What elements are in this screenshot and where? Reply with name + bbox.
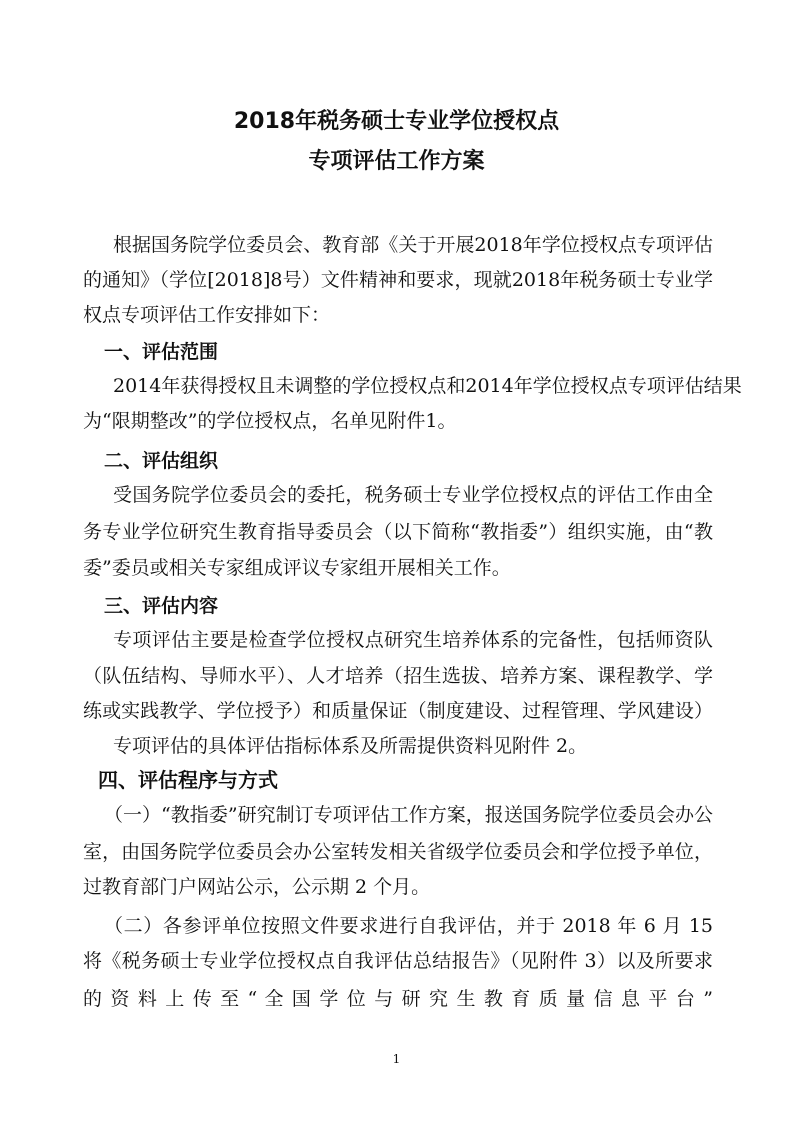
paragraph-line: 专项评估主要是检查学位授权点研究生培养体系的完备性，包括师资队 <box>113 629 713 651</box>
section-heading: 四、评估程序与方式 <box>98 768 278 792</box>
section-heading: 二、评估组织 <box>104 450 219 472</box>
paragraph-line: 权点专项评估工作安排如下： <box>83 304 331 326</box>
page-number: 1 <box>392 1052 401 1066</box>
paragraph-line: 根据国务院学位委员会、教育部《关于开展2018年学位授权点专项评估 <box>113 234 713 256</box>
paragraph-line: （一）“教指委”研究制订专项评估工作方案，报送国务院学位委员会办公 <box>104 804 713 826</box>
paragraph-line: 练或实践教学、学位授予）和质量保证（制度建设、过程管理、学风建设） <box>83 700 713 722</box>
paragraph-line: 室，由国务院学位委员会办公室转发相关省级学位委员会和学位授予单位， <box>83 841 713 863</box>
paragraph-line: 专项评估的具体评估指标体系及所需提供资料见附件 2。 <box>113 735 588 757</box>
paragraph-line: 为“限期整改”的学位授权点，名单见附件1。 <box>83 410 457 432</box>
document-title-line-1: 2018年税务硕士专业学位授权点 <box>233 109 560 134</box>
section-heading: 三、评估内容 <box>104 595 219 617</box>
paragraph-line: 委”委员或相关专家组成评议专家组开展相关工作。 <box>83 557 511 579</box>
paragraph-line: 将《税务硕士专业学位授权点自我评估总结报告》（见附件 3）以及所要求 <box>83 950 713 972</box>
paragraph-line: 的 资 料 上 传 至 “ 全 国 学 位 与 研 究 生 教 育 质 量 信 息 平 台 ” <box>83 988 713 1010</box>
section-heading: 一、评估范围 <box>104 341 219 363</box>
paragraph-line: （队伍结构、导师水平）、人才培养（招生选拔、培养方案、课程教学、学 <box>83 665 713 687</box>
paragraph-line: （二）各参评单位按照文件要求进行自我评估，并于 2018 年 6 月 15 <box>104 915 713 937</box>
paragraph-line: 过教育部门户网站公示，公示期 2 个月。 <box>83 876 431 898</box>
paragraph-line: 务专业学位研究生教育指导委员会（以下简称“教指委”）组织实施，由“教 <box>83 521 713 543</box>
paragraph-line: 受国务院学位委员会的委托，税务硕士专业学位授权点的评估工作由全 <box>113 484 713 506</box>
paragraph-line: 的通知》（学位[2018]8号）文件精神和要求，现就2018年税务硕士专业学 <box>83 269 713 291</box>
paragraph-line: 2014年获得授权且未调整的学位授权点和2014年学位授权点专项评估结果 <box>113 375 742 397</box>
document-title-line-2: 专项评估工作方案 <box>308 149 485 174</box>
